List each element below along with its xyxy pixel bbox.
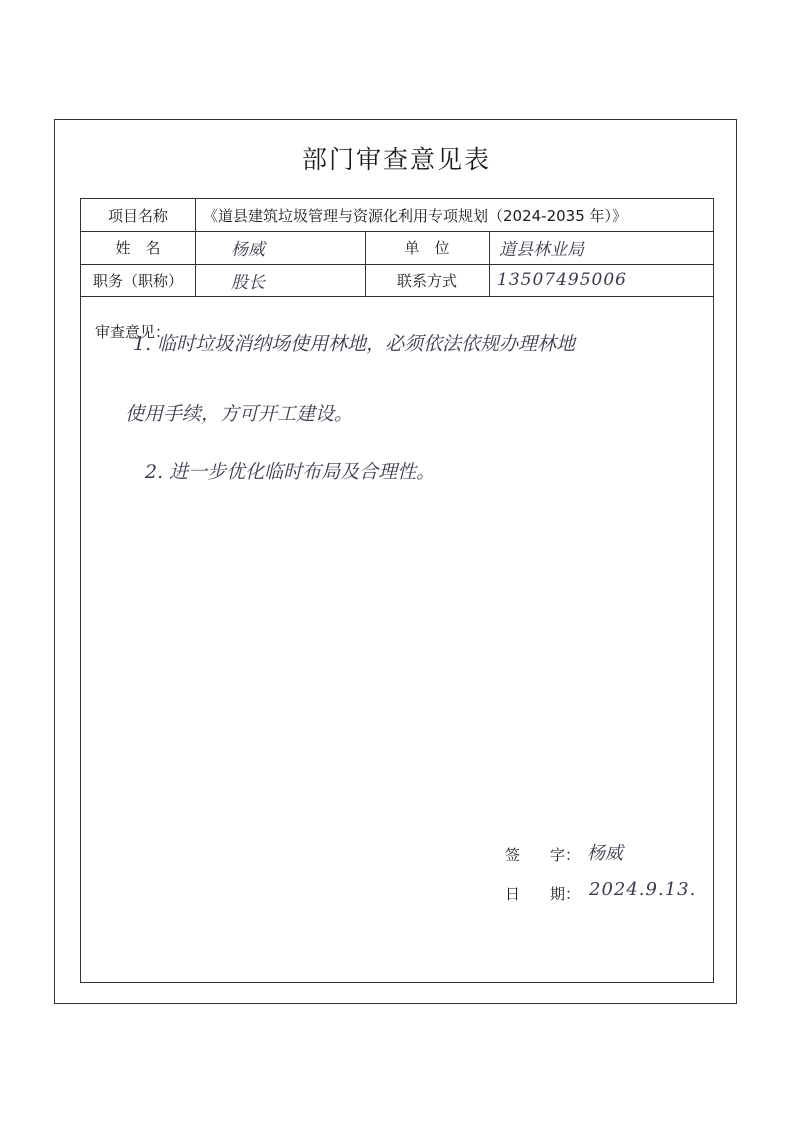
divider: [489, 264, 490, 296]
name-row: [81, 231, 713, 265]
signature-value: 杨威: [587, 843, 623, 864]
opinion-line-2: 使用手续，方可开工建设。: [125, 403, 354, 425]
project-label: 项目名称: [107, 206, 168, 225]
unit-value: 道县林业局: [499, 240, 584, 260]
form-title: 部门审查意见表: [301, 145, 491, 174]
divider: [489, 231, 490, 264]
position-row: [81, 264, 713, 297]
review-form: [80, 198, 714, 983]
signature-label: 签 字：: [505, 846, 581, 864]
divider: [195, 264, 196, 296]
project-row: [81, 199, 713, 232]
date-label: 日 期：: [505, 885, 581, 903]
position-value: 股长: [231, 272, 265, 293]
opinion-line-3: 2. 进一步优化临时布局及合理性。: [145, 461, 436, 483]
date-value: 2024.9.13.: [589, 879, 697, 900]
project-value: 《道县建筑垃圾管理与资源化利用专项规划（2024-2035 年）》: [203, 206, 628, 225]
divider: [195, 199, 196, 231]
contact-value: 13507495006: [497, 270, 627, 290]
unit-label: 单 位: [404, 239, 450, 257]
position-label: 职务（职称）: [92, 271, 183, 290]
divider: [195, 231, 196, 264]
name-value: 杨威: [231, 240, 265, 260]
contact-label: 联系方式: [396, 271, 457, 290]
opinion-label: 审查意见：: [95, 323, 171, 341]
opinion-line-1: 1. 临时垃圾消纳场使用林地，必须依法依规办理林地: [133, 333, 576, 355]
name-label: 姓 名: [115, 239, 161, 257]
